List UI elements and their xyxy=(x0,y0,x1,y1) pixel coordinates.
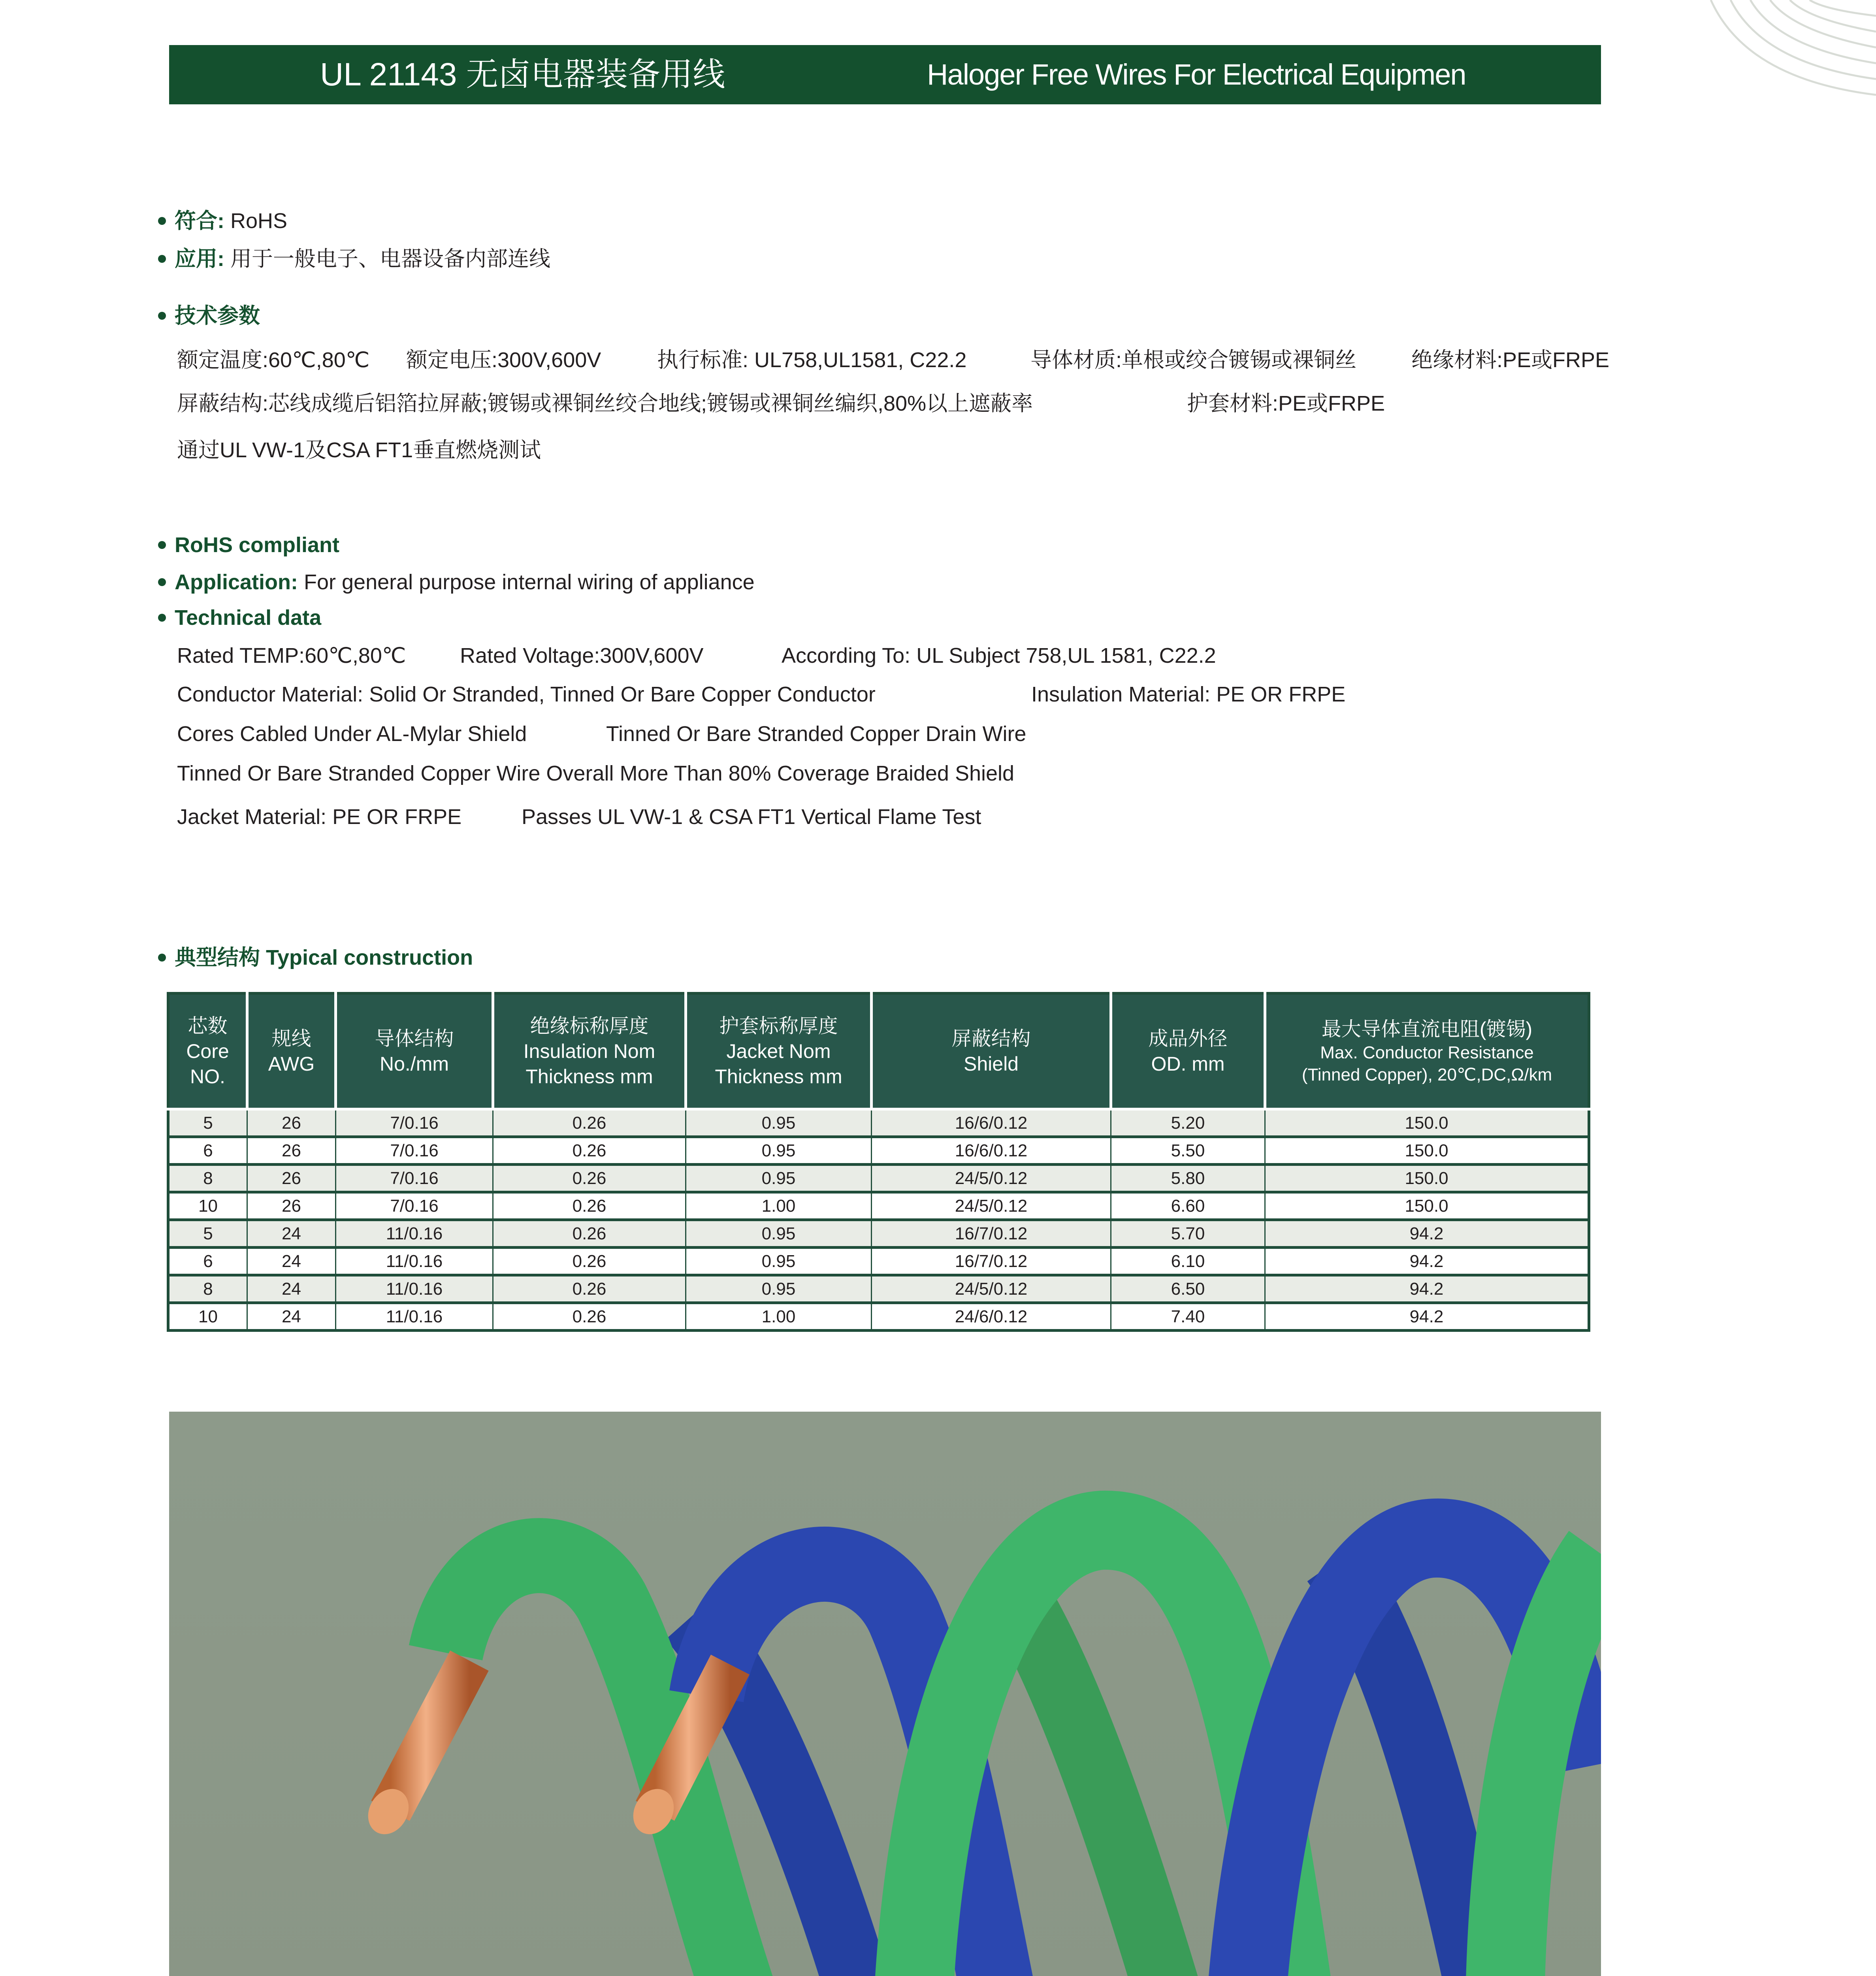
cell-shield: 16/6/0.12 xyxy=(872,1109,1111,1137)
table-row xyxy=(168,1303,1589,1331)
bullet-icon xyxy=(158,217,166,225)
en-rated-voltage: Rated Voltage:300V,600V xyxy=(460,644,704,667)
cell-conductor: 11/0.16 xyxy=(336,1248,493,1275)
table-header-row xyxy=(168,994,1589,1109)
cell-shield: 16/7/0.12 xyxy=(872,1220,1111,1248)
cell-conductor: 7/0.16 xyxy=(336,1137,493,1165)
cell-conductor: 11/0.16 xyxy=(336,1275,493,1303)
cell-shield: 24/5/0.12 xyxy=(872,1165,1111,1192)
cell-resistance: 94.2 xyxy=(1265,1275,1589,1303)
cell-insulation: 0.26 xyxy=(493,1220,686,1248)
en-flame-test: Passes UL VW-1 & CSA FT1 Vertical Flame Test xyxy=(522,805,981,829)
corner-decoration-icon xyxy=(1699,0,1876,103)
cell-conductor: 7/0.16 xyxy=(336,1192,493,1220)
cell-conductor: 7/0.16 xyxy=(336,1165,493,1192)
cell-shield: 24/5/0.12 xyxy=(872,1275,1111,1303)
cell-resistance: 150.0 xyxy=(1265,1165,1589,1192)
cell-awg: 26 xyxy=(247,1137,336,1165)
en-drain-wire: Tinned Or Bare Stranded Copper Drain Wire xyxy=(606,722,1027,746)
cell-shield: 16/6/0.12 xyxy=(872,1137,1111,1165)
table-row xyxy=(168,1137,1589,1165)
cn-rated-voltage: 额定电压:300V,600V xyxy=(406,348,601,372)
construction-heading: 典型结构 Typical construction xyxy=(175,946,473,969)
cn-compliance-value: RoHS xyxy=(230,209,288,233)
cell-jacket: 0.95 xyxy=(686,1248,872,1275)
construction-table xyxy=(167,992,1590,1332)
bullet-icon xyxy=(158,578,166,586)
bullet-icon xyxy=(158,954,166,962)
cell-shield: 24/5/0.12 xyxy=(872,1192,1111,1220)
col-header-resistance: 最大导体直流电阻(镀锡) Max. Conductor Resistance (Tinned Copper), 20℃,DC,Ω/km xyxy=(1265,994,1589,1109)
cell-resistance: 150.0 xyxy=(1265,1109,1589,1137)
cell-shield: 24/6/0.12 xyxy=(872,1303,1111,1331)
cell-core: 5 xyxy=(168,1109,247,1137)
cell-core: 10 xyxy=(168,1303,247,1331)
en-conductor-material: Conductor Material: Solid Or Stranded, Tinned Or Bare Copper Conductor xyxy=(177,683,876,706)
cn-compliance-label: 符合: xyxy=(175,209,224,233)
cell-conductor: 11/0.16 xyxy=(336,1303,493,1331)
cell-jacket: 1.00 xyxy=(686,1192,872,1220)
table-row xyxy=(168,1220,1589,1248)
cell-od: 5.50 xyxy=(1111,1137,1265,1165)
en-rohs: RoHS compliant xyxy=(175,533,340,557)
en-tech-row-1 xyxy=(177,645,1757,669)
cell-jacket: 0.95 xyxy=(686,1137,872,1165)
cn-insulation-material: 绝缘材料:PE或FRPE xyxy=(1411,348,1610,372)
cell-core: 8 xyxy=(168,1275,247,1303)
cn-conductor-material: 导体材质:单根或绞合镀锡或裸铜丝 xyxy=(1030,348,1357,372)
cell-od: 6.10 xyxy=(1111,1248,1265,1275)
col-header-od: 成品外径 OD. mm xyxy=(1111,994,1265,1109)
cn-application-line xyxy=(158,248,550,270)
cn-rated-temp: 额定温度:60℃,80℃ xyxy=(177,348,370,372)
cn-standard: 执行标准: UL758,UL1581, C22.2 xyxy=(657,348,967,372)
table-row xyxy=(168,1165,1589,1192)
cell-awg: 24 xyxy=(247,1303,336,1331)
en-jacket-material: Jacket Material: PE OR FRPE xyxy=(177,805,462,829)
bullet-icon xyxy=(158,541,166,549)
construction-heading-line xyxy=(158,947,473,968)
cell-jacket: 0.95 xyxy=(686,1109,872,1137)
cell-awg: 24 xyxy=(247,1220,336,1248)
cell-awg: 24 xyxy=(247,1248,336,1275)
table-row xyxy=(168,1109,1589,1137)
cell-conductor: 7/0.16 xyxy=(336,1109,493,1137)
cn-tech-label: 技术参数 xyxy=(175,304,260,328)
cell-insulation: 0.26 xyxy=(493,1165,686,1192)
en-rated-temp: Rated TEMP:60℃,80℃ xyxy=(177,644,406,667)
table-row xyxy=(168,1192,1589,1220)
cn-flame-test: 通过UL VW-1及CSA FT1垂直燃烧测试 xyxy=(177,438,541,462)
cell-awg: 26 xyxy=(247,1192,336,1220)
en-according-to: According To: UL Subject 758,UL 1581, C22.2 xyxy=(782,644,1216,667)
en-tech-label: Technical data xyxy=(175,606,322,630)
en-rohs-line xyxy=(158,534,339,556)
cell-core: 10 xyxy=(168,1192,247,1220)
cell-od: 6.60 xyxy=(1111,1192,1265,1220)
cn-compliance-line xyxy=(158,210,287,232)
en-tech-heading xyxy=(158,607,321,628)
cn-tech-row-2 xyxy=(177,393,1836,417)
cn-tech-row-1 xyxy=(177,349,1836,373)
cell-core: 6 xyxy=(168,1137,247,1165)
cell-shield: 16/7/0.12 xyxy=(872,1248,1111,1275)
en-tech-row-5 xyxy=(177,806,1757,830)
en-tech-row-2 xyxy=(177,684,1757,707)
cell-insulation: 0.26 xyxy=(493,1275,686,1303)
cell-jacket: 0.95 xyxy=(686,1275,872,1303)
cell-od: 6.50 xyxy=(1111,1275,1265,1303)
cell-resistance: 150.0 xyxy=(1265,1192,1589,1220)
col-header-insulation: 绝缘标称厚度 Insulation Nom Thickness mm xyxy=(493,994,686,1109)
header-bar xyxy=(169,45,1601,104)
cn-tech-heading xyxy=(158,305,260,326)
en-application-line xyxy=(158,571,755,593)
cell-insulation: 0.26 xyxy=(493,1303,686,1331)
en-application-value: For general purpose internal wiring of appliance xyxy=(304,570,755,594)
cell-core: 8 xyxy=(168,1165,247,1192)
cell-od: 5.80 xyxy=(1111,1165,1265,1192)
col-header-shield: 屏蔽结构 Shield xyxy=(872,994,1111,1109)
cn-application-label: 应用: xyxy=(175,247,224,271)
en-tech-row-4: Tinned Or Bare Stranded Copper Wire Overall More Than 80% Coverage Braided Shield xyxy=(177,762,1015,785)
cell-od: 7.40 xyxy=(1111,1303,1265,1331)
cell-insulation: 0.26 xyxy=(493,1248,686,1275)
cell-insulation: 0.26 xyxy=(493,1109,686,1137)
cell-core: 6 xyxy=(168,1248,247,1275)
cell-resistance: 94.2 xyxy=(1265,1303,1589,1331)
en-insulation-material: Insulation Material: PE OR FRPE xyxy=(1031,683,1346,706)
cell-core: 5 xyxy=(168,1220,247,1248)
bullet-icon xyxy=(158,255,166,263)
col-header-jacket: 护套标称厚度 Jacket Nom Thickness mm xyxy=(686,994,872,1109)
cell-insulation: 0.26 xyxy=(493,1137,686,1165)
cell-resistance: 94.2 xyxy=(1265,1248,1589,1275)
cell-awg: 26 xyxy=(247,1165,336,1192)
cell-jacket: 0.95 xyxy=(686,1220,872,1248)
cell-resistance: 150.0 xyxy=(1265,1137,1589,1165)
bullet-icon xyxy=(158,312,166,320)
en-cores-cabled: Cores Cabled Under AL-Mylar Shield xyxy=(177,722,527,746)
col-header-core: 芯数 Core NO. xyxy=(168,994,247,1109)
cell-insulation: 0.26 xyxy=(493,1192,686,1220)
en-application-label: Application: xyxy=(175,570,298,594)
cn-shield-structure: 屏蔽结构:芯线成缆后铝箔拉屏蔽;镀锡或裸铜丝绞合地线;镀锡或裸铜丝编织,80%以上遮蔽率 xyxy=(177,392,1033,415)
cell-conductor: 11/0.16 xyxy=(336,1220,493,1248)
cn-application-value: 用于一般电子、电器设备内部连线 xyxy=(230,247,550,271)
cell-resistance: 94.2 xyxy=(1265,1220,1589,1248)
cell-jacket: 0.95 xyxy=(686,1165,872,1192)
cell-jacket: 1.00 xyxy=(686,1303,872,1331)
cn-jacket-material: 护套材料:PE或FRPE xyxy=(1187,392,1385,415)
title-chinese: UL 21143 无卤电器装备用线 xyxy=(320,57,725,92)
cell-od: 5.20 xyxy=(1111,1109,1265,1137)
wire-product-photo xyxy=(169,1412,1601,1976)
bullet-icon xyxy=(158,614,166,622)
table-row xyxy=(168,1248,1589,1275)
table-row xyxy=(168,1275,1589,1303)
cell-awg: 26 xyxy=(247,1109,336,1137)
title-english: Haloger Free Wires For Electrical Equipmen xyxy=(927,58,1466,91)
cell-awg: 24 xyxy=(247,1275,336,1303)
col-header-awg: 规线 AWG xyxy=(247,994,336,1109)
cell-od: 5.70 xyxy=(1111,1220,1265,1248)
en-tech-row-3 xyxy=(177,723,1757,747)
col-header-conductor: 导体结构 No./mm xyxy=(336,994,493,1109)
